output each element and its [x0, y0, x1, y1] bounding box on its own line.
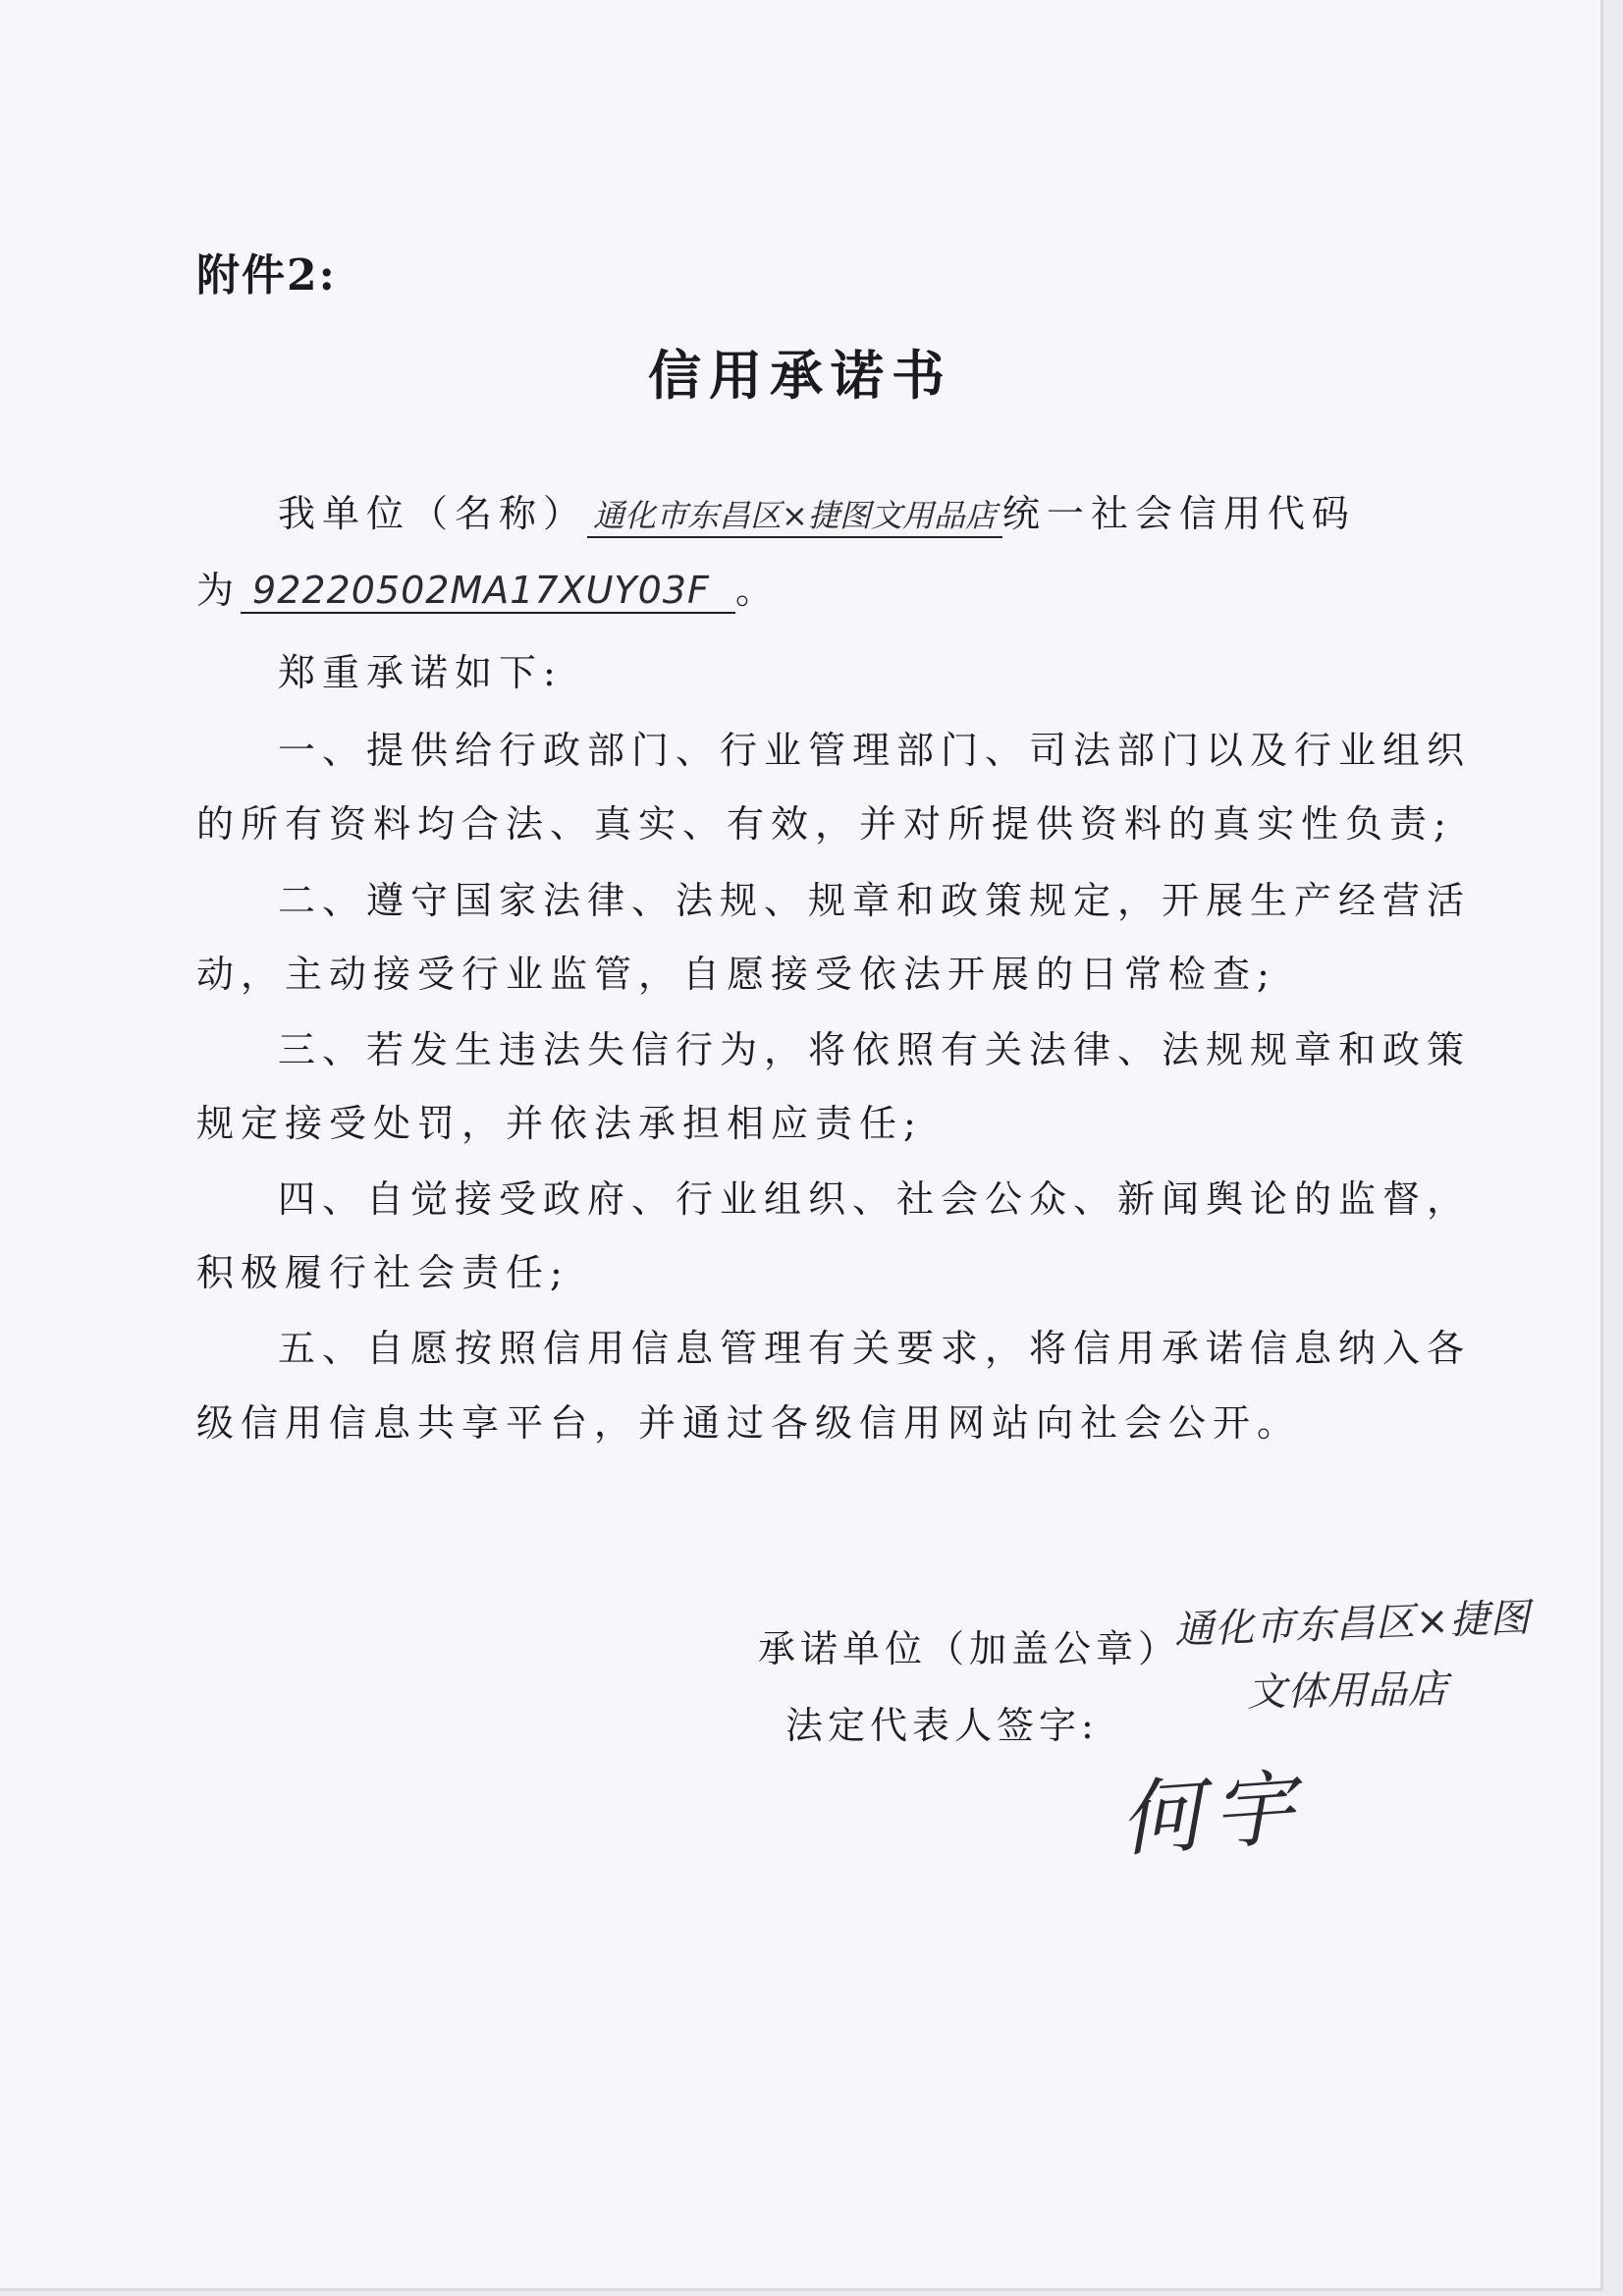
promise-heading: 郑重承诺如下:: [278, 651, 563, 694]
company-name-handwritten: 通化市东昌区×捷图文用品店: [587, 491, 1002, 538]
unit-handwritten-line-2: 文体用品店: [1246, 1667, 1449, 1716]
intro-line-2: [196, 560, 780, 614]
legal-rep-label: 法定代表人签字:: [785, 1704, 1099, 1747]
intro-line-1: [278, 483, 1356, 538]
item-5-line-1: 五、自愿按照信用信息管理有关要求，将信用承诺信息纳入各: [278, 1327, 1472, 1370]
item-4-line-1: 四、自觉接受政府、行业组织、社会公众、新闻舆论的监督，: [278, 1177, 1472, 1221]
legal-rep-signature: 何宇: [1116, 1759, 1308, 1869]
code-prefix: 为: [196, 569, 242, 612]
code-suffix: 。: [735, 569, 781, 612]
intro-suffix: 统一社会信用代码: [1001, 492, 1356, 535]
intro-prefix: 我单位（名称）: [278, 492, 588, 535]
item-2-line-2: 动，主动接受行业监管，自愿接受依法开展的日常检查;: [196, 953, 1276, 996]
item-1-line-2: 的所有资料均合法、真实、有效，并对所提供资料的真实性负责;: [196, 802, 1453, 846]
item-5-line-2: 级信用信息共享平台，并通过各级信用网站向社会公开。: [196, 1401, 1302, 1445]
credit-code-handwritten: 92220502MA17XUY03F: [241, 569, 735, 614]
item-3-line-1: 三、若发生违法失信行为，将依照有关法律、法规规章和政策: [278, 1028, 1472, 1071]
item-2-line-1: 二、遵守国家法律、法规、规章和政策规定，开展生产经营活: [278, 879, 1472, 922]
commitment-unit-label: 承诺单位（加盖公章）: [758, 1627, 1181, 1670]
unit-handwritten-line-1: 通化市东昌区×捷图: [1173, 1595, 1532, 1654]
attachment-label: 附件2:: [196, 250, 337, 301]
document-title: 信用承诺书: [648, 344, 952, 407]
item-3-line-2: 规定接受处罚，并依法承担相应责任;: [196, 1102, 923, 1145]
item-4-line-2: 积极履行社会责任;: [196, 1251, 569, 1294]
item-1-line-1: 一、提供给行政部门、行业管理部门、司法部门以及行业组织: [278, 729, 1472, 772]
